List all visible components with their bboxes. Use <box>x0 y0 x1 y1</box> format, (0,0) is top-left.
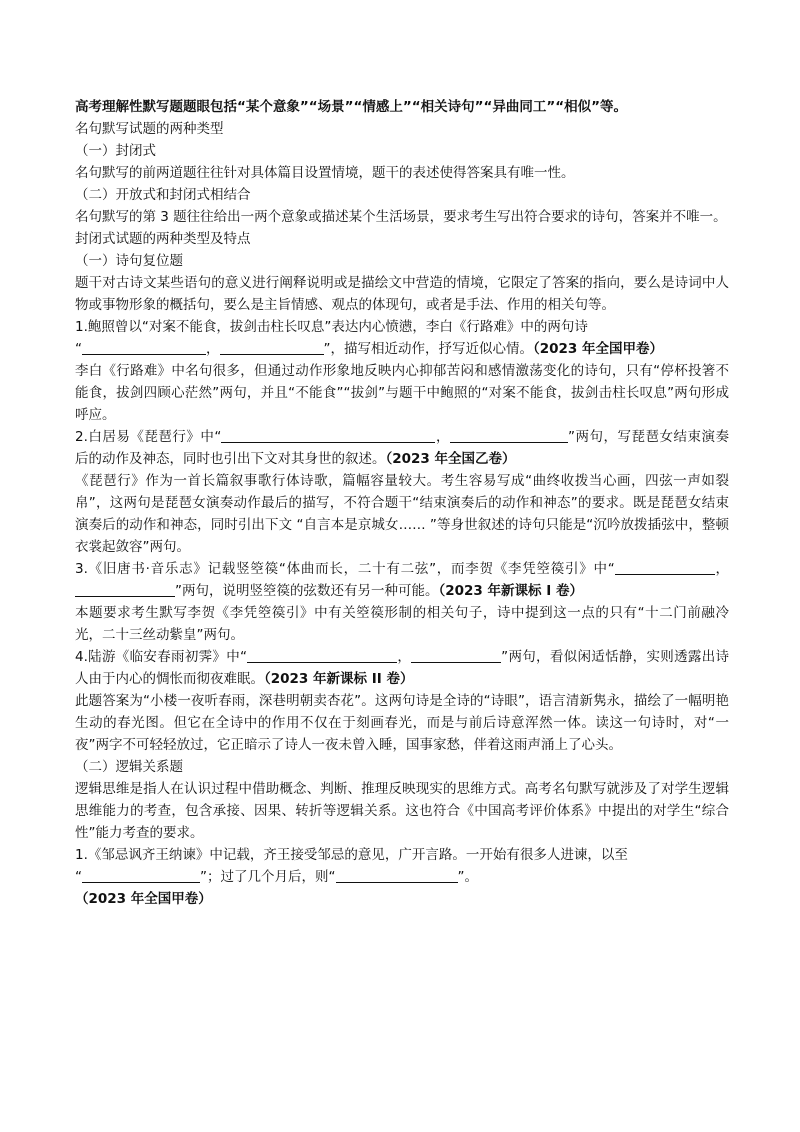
question-5: 1.《邹忌讽齐王纳谏》中记载，齐王接受邹忌的意见，广开言路。一开始有很多人进谏，以至 “ ”；过了几个月后，则“ ”。 <box>75 847 628 885</box>
section1-subtitle-mixed: （二）开放式和封闭式相结合 <box>75 187 251 203</box>
question-4-answer: 此题答案为“小楼一夜听春雨，深巷明朝卖杏花”。这两句诗是全诗的“诗眼”，语言清新隽永，描绘了一幅明艳生动的春光图。但它在全诗中的作用不仅在于刻画春光，而是与前后诗意浑然一体。读这一句诗时，对“一夜”两字不可轻轻放过，它正暗示了诗人一夜未曾入睡，国事家愁，伴着这雨声涌上了心头。 <box>75 693 729 753</box>
answer-blank[interactable] <box>75 582 175 597</box>
question-2: 2.白居易《琵琶行》中“ ， ”两句，写琵琶女结束演奏后的动作及神态，同时也引出下文对其身世的叙述。（2023 年全国乙卷） <box>75 429 730 467</box>
answer-blank[interactable] <box>82 868 200 883</box>
answer-blank[interactable] <box>220 340 324 355</box>
question-1-text: 1.鲍照曾以“对案不能食，拔剑击柱长叹息”表达内心愤懑，李白《行路难》中的两句诗 <box>75 319 588 335</box>
section1-title: 名句默写试题的两种类型 <box>75 121 224 137</box>
section2-subtitle-logic: （二）逻辑关系题 <box>75 759 183 775</box>
question-1-source: （2023 年全国甲卷） <box>533 341 664 357</box>
document-page <box>75 96 729 910</box>
question-3: 3.《旧唐书·音乐志》记载竖箜篌“体曲而长，二十有二弦”，而李贺《李凭箜篌引》中“ ，”两句，说明竖箜篌的弦数还有另一种可能。（2023 年新课标 I 卷） <box>75 561 729 599</box>
section2-subtitle-restore: （一）诗句复位题 <box>75 253 183 269</box>
answer-blank[interactable] <box>615 560 715 575</box>
question-1: 1.鲍照曾以“对案不能食，拔剑击柱长叹息”表达内心愤懑，李白《行路难》中的两句诗 “ ， ”，描写相近动作，抒写近似心情。（2023 年全国甲卷） <box>75 319 664 357</box>
question-4-source: （2023 年新课标 II 卷） <box>264 671 414 687</box>
section1-mixed-text: 名句默写的第 3 题往往给出一两个意象或描述某个生活场景，要求考生写出符合要求的诗句，答案并不唯一。 <box>75 209 727 225</box>
question-5-source: （2023 年全国甲卷） <box>75 891 212 907</box>
section1-subtitle-closed: （一）封闭式 <box>75 143 156 159</box>
answer-blank[interactable] <box>221 428 435 443</box>
answer-blank[interactable] <box>411 648 501 663</box>
answer-blank[interactable] <box>450 428 568 443</box>
question-1-answer: 李白《行路难》中名句很多，但通过动作形象地反映内心抑郁苦闷和感情激荡变化的诗句，只有“停杯投箸不能食，拔剑四顾心茫然”两句，并且“不能食”“拔剑”与题干中鲍照的“对案不能食，拔剑击柱长叹息”两句形成呼应。 <box>75 363 729 423</box>
section2-restore-text: 题干对古诗文某些语句的意义进行阐释说明或是描绘文中营造的情境，它限定了答案的指向，要么是诗词中人物或事物形象的概括句，要么是主旨情感、观点的体现句，或者是手法、作用的相关句等。 <box>75 275 729 313</box>
answer-blank[interactable] <box>336 868 458 883</box>
answer-blank[interactable] <box>82 340 206 355</box>
question-3-answer: 本题要求考生默写李贺《李凭箜篌引》中有关箜篌形制的相关句子，诗中提到这一点的只有“十二门前融冷光，二十三丝动紫皇”两句。 <box>75 605 729 643</box>
section1-closed-text: 名句默写的前两道题往往针对具体篇目设置情境，题干的表述使得答案具有唯一性。 <box>75 165 575 181</box>
question-3-source: （2023 年新课标 I 卷） <box>438 583 583 599</box>
document-heading: 高考理解性默写题题眼包括“某个意象”“场景”“情感上”“相关诗句”“异曲同工”“相似”等。 <box>75 99 627 115</box>
question-4: 4.陆游《临安春雨初霁》中“ ， ”两句，看似闲适恬静，实则透露出诗人由于内心的惆怅而彻夜难眠。（2023 年新课标 II 卷） <box>75 649 730 687</box>
question-2-answer: 《琵琶行》作为一首长篇叙事歌行体诗歌，篇幅容量较大。考生容易写成“曲终收拨当心画，四弦一声如裂帛”，这两句是琵琶女演奏动作最后的描写，不符合题干“结束演奏后的动作和神态”的要求。既是琵琶女结束演奏后的动作和神态，同时引出下文 “自言本是京城女…… ”等身世叙述的诗句只能是“沉吟放拨插弦中，整顿衣裳起敛容”两句。 <box>75 473 729 555</box>
section2-title: 封闭式试题的两种类型及特点 <box>75 231 251 247</box>
question-2-source: （2023 年全国乙卷） <box>385 451 516 467</box>
section2-logic-text: 逻辑思维是指人在认识过程中借助概念、判断、推理反映现实的思维方式。高考名句默写就涉及了对学生逻辑思维能力的考查，包含承接、因果、转折等逻辑关系。这也符合《中国高考评价体系》中提出的对学生“综合性”能力考查的要求。 <box>75 781 729 841</box>
answer-blank[interactable] <box>247 648 397 663</box>
